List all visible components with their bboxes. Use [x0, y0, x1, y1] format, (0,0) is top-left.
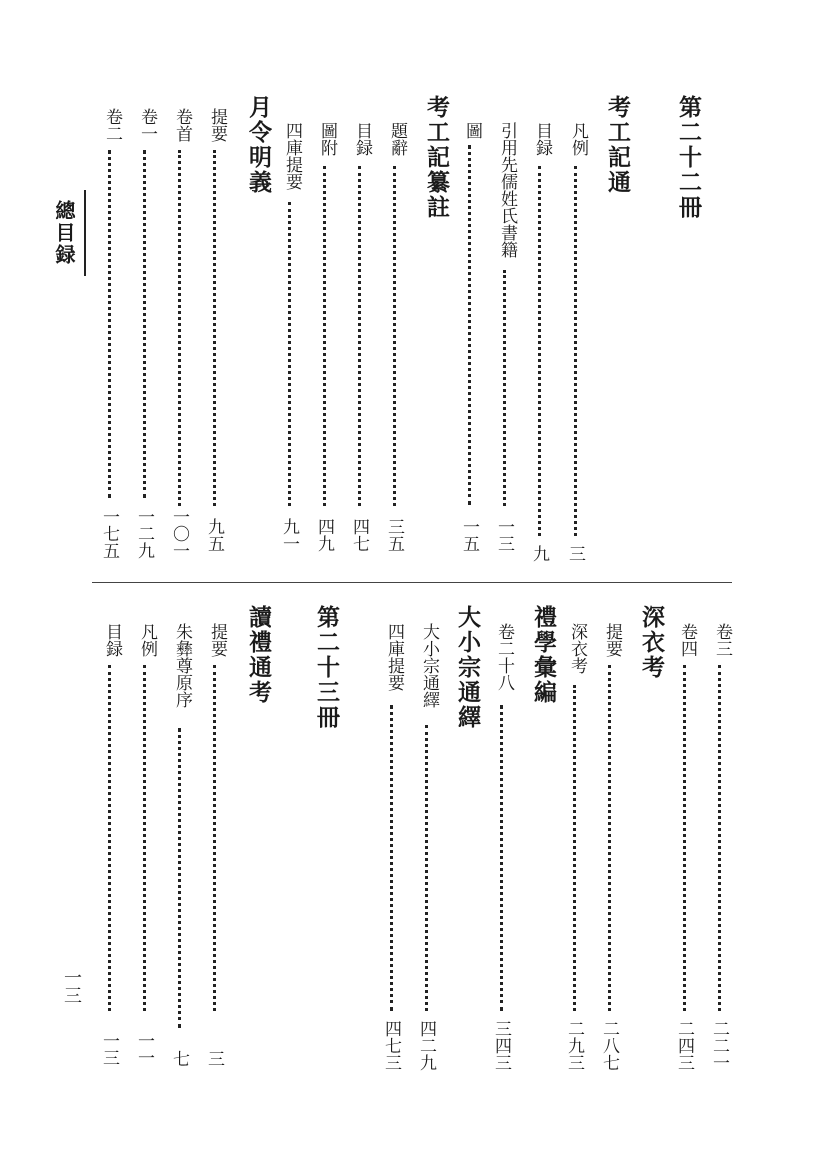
heading-duli-tongkao: 讀禮通考 [245, 605, 271, 705]
toc-page: 三四三 [491, 1020, 511, 1071]
toc-page: 九 [529, 545, 549, 562]
dot-leader [393, 166, 396, 506]
dot-leader [358, 166, 361, 506]
toc-page: 四二九 [416, 1020, 436, 1071]
toc-page: 二九三 [564, 1020, 584, 1071]
toc-label: 四庫提要 [384, 623, 404, 691]
dot-leader [288, 202, 291, 506]
section-divider [92, 582, 732, 583]
dot-leader [468, 145, 471, 505]
toc-page: 二八七 [599, 1020, 619, 1071]
heading-daxiaozong-tongyi: 大小宗通繹 [454, 605, 480, 730]
toc-label: 卷二十八 [494, 623, 514, 691]
dot-leader [573, 685, 576, 1011]
toc-page: 二二一 [709, 1020, 729, 1071]
toc-page: 九五 [204, 518, 224, 552]
toc-label: 卷一 [137, 108, 157, 142]
toc-label: 提要 [207, 623, 227, 657]
dot-leader [213, 150, 216, 506]
toc-page: 一七五 [99, 508, 119, 559]
dot-leader [390, 705, 393, 1011]
heading-kaogong-ji-zuanzhu: 考工記纂註 [423, 95, 449, 220]
volume-23-heading: 第二十三冊 [313, 605, 339, 730]
dot-leader [213, 665, 216, 1011]
dot-leader [718, 665, 721, 1011]
toc-page: 一三 [99, 1032, 119, 1066]
toc-label: 目録 [102, 623, 122, 657]
toc-page: 七 [169, 1050, 189, 1067]
toc-page: 四九 [314, 518, 334, 552]
toc-label: 圖 [462, 122, 482, 139]
toc-label: 目録 [352, 122, 372, 156]
dot-leader [178, 150, 181, 506]
toc-label: 凡例 [568, 122, 588, 156]
toc-label: 圖附 [317, 122, 337, 156]
toc-label: 題辭 [387, 122, 407, 156]
toc-label: 凡例 [137, 623, 157, 657]
toc-page: 一三 [494, 518, 514, 552]
toc-page: 九一 [279, 518, 299, 552]
toc-page: 一五 [459, 518, 479, 552]
toc-label: 引用先儒姓氏書籍 [497, 122, 517, 258]
dot-leader [108, 665, 111, 1011]
toc-label: 四庫提要 [282, 122, 302, 190]
dot-leader [608, 665, 611, 1011]
toc-label: 卷首 [172, 108, 192, 142]
dot-leader [500, 705, 503, 1011]
toc-page: 一〇一 [169, 508, 189, 559]
toc-label: 卷四 [677, 623, 697, 657]
dot-leader [108, 150, 111, 498]
volume-22-heading: 第二十二冊 [675, 95, 701, 220]
toc-label: 目録 [532, 122, 552, 156]
toc-label: 卷三 [712, 623, 732, 657]
side-title: 總目録 [52, 200, 76, 266]
heading-yueling-mingyi: 月令明義 [245, 95, 271, 195]
toc-page: 二四三 [674, 1020, 694, 1071]
toc-page: 一一 [134, 1032, 154, 1066]
toc-page: 三 [204, 1050, 224, 1067]
dot-leader [323, 166, 326, 506]
dot-leader [178, 728, 181, 1028]
toc-label: 卷二 [102, 108, 122, 142]
toc-page: 四七 [349, 518, 369, 552]
toc-page: 一二九 [134, 508, 154, 559]
dot-leader [143, 665, 146, 1011]
dot-leader [425, 725, 428, 1011]
toc-label: 提要 [207, 108, 227, 142]
toc-page: 三 [565, 545, 585, 562]
toc-label: 提要 [602, 623, 622, 657]
toc-label: 深衣考 [567, 623, 587, 674]
side-title-rule [84, 190, 86, 276]
dot-leader [143, 150, 146, 498]
toc-label: 大小宗通繹 [419, 623, 439, 708]
toc-page: 三五 [384, 518, 404, 552]
dot-leader [538, 166, 541, 536]
toc-label: 朱彝尊原序 [172, 623, 192, 708]
dot-leader [574, 166, 577, 536]
dot-leader [503, 270, 506, 506]
toc-page: 四七三 [381, 1020, 401, 1071]
heading-lixue-huibian: 禮學彙編 [530, 605, 556, 705]
dot-leader [683, 665, 686, 1011]
page-number: 一三 [61, 968, 82, 1004]
heading-shenyi-kao: 深衣考 [638, 605, 664, 680]
heading-kaogong-ji-tong: 考工記通 [604, 95, 630, 195]
